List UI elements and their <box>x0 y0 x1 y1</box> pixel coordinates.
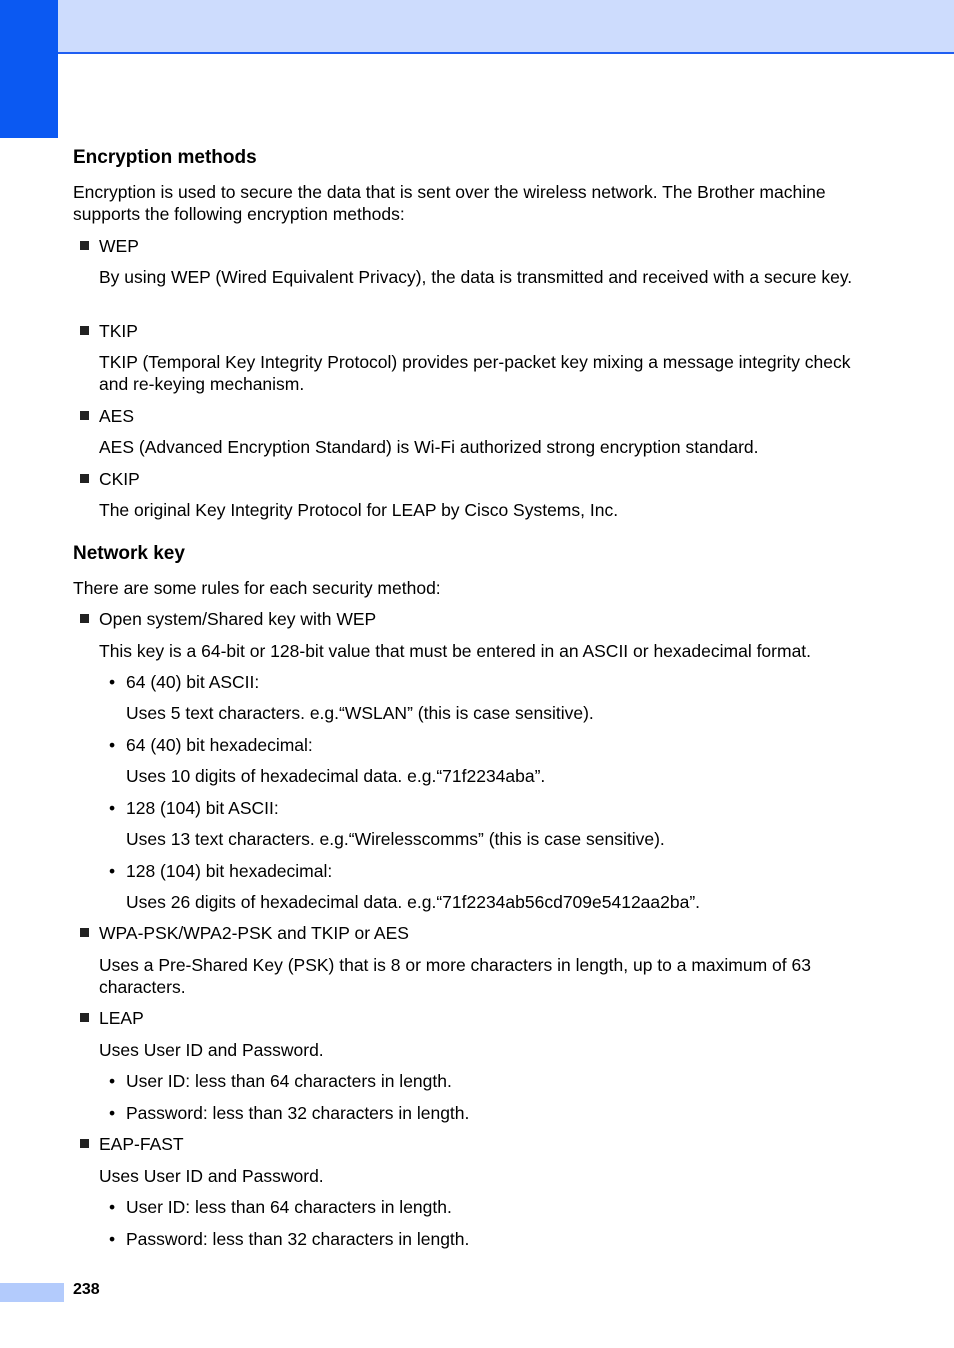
list-item-tkip: TKIP <box>80 320 138 342</box>
network-key-heading: Network key <box>73 543 185 564</box>
wep-key-description: This key is a 64-bit or 128-bit value that must be entered in an ASCII or hexadecimal format. <box>99 641 812 661</box>
dot-bullet-icon: • <box>109 735 116 755</box>
sub-item-64-ascii: • 64 (40) bit ASCII: <box>109 672 260 692</box>
list-item-wpa: WPA-PSK/WPA2-PSK and TKIP or AES <box>80 922 409 944</box>
square-bullet-icon <box>80 241 89 250</box>
list-item-leap: LEAP <box>80 1007 144 1029</box>
square-bullet-icon <box>80 1013 89 1022</box>
square-bullet-icon <box>80 614 89 623</box>
eap-fast-user-id-item: • User ID: less than 64 characters in length. <box>109 1197 452 1217</box>
leap-description: Uses User ID and Password. <box>99 1040 324 1060</box>
encryption-methods-heading: Encryption methods <box>73 147 257 168</box>
square-bullet-icon <box>80 1139 89 1148</box>
wpa-description: Uses a Pre-Shared Key (PSK) that is 8 or more characters in length, up to a maximum of 63 characters. <box>99 955 811 997</box>
wep-description: By using WEP (Wired Equivalent Privacy), the data is transmitted and received with a secure key. <box>99 267 853 287</box>
sub-desc-64-ascii: Uses 5 text characters. e.g.“WSLAN” (this is case sensitive). <box>126 703 594 723</box>
sub-item-64-hex: • 64 (40) bit hexadecimal: <box>109 735 313 755</box>
encryption-intro: Encryption is used to secure the data that is sent over the wireless network. The Brother machine supports the following encryption methods: <box>73 182 826 224</box>
square-bullet-icon <box>80 928 89 937</box>
dot-bullet-icon: • <box>109 1197 116 1217</box>
leap-user-id-item: • User ID: less than 64 characters in length. <box>109 1071 452 1091</box>
aes-description: AES (Advanced Encryption Standard) is Wi-Fi authorized strong encryption standard. <box>99 437 759 457</box>
network-key-intro: There are some rules for each security method: <box>73 578 441 598</box>
list-item-aes: AES <box>80 405 134 427</box>
sub-desc-128-hex: Uses 26 digits of hexadecimal data. e.g.“71f2234ab56cd709e5412aa2ba”. <box>126 892 701 912</box>
chapter-tab <box>0 0 58 138</box>
list-item-wep: WEP <box>80 235 139 257</box>
dot-bullet-icon: • <box>109 861 116 881</box>
tkip-description: TKIP (Temporal Key Integrity Protocol) provides per-packet key mixing a message integrity check and re-keying mechanism. <box>99 352 851 394</box>
dot-bullet-icon: • <box>109 1071 116 1091</box>
sub-desc-64-hex: Uses 10 digits of hexadecimal data. e.g.“71f2234aba”. <box>126 766 546 786</box>
dot-bullet-icon: • <box>109 1103 116 1123</box>
square-bullet-icon <box>80 474 89 483</box>
header-band <box>58 0 954 54</box>
square-bullet-icon <box>80 326 89 335</box>
dot-bullet-icon: • <box>109 672 116 692</box>
footer-band <box>0 1283 64 1302</box>
list-item-eap-fast: EAP-FAST <box>80 1133 184 1155</box>
sub-item-128-ascii: • 128 (104) bit ASCII: <box>109 798 279 818</box>
square-bullet-icon <box>80 411 89 420</box>
dot-bullet-icon: • <box>109 1229 116 1249</box>
list-item-wep-key: Open system/Shared key with WEP <box>80 608 376 630</box>
list-item-ckip: CKIP <box>80 468 140 490</box>
leap-password-item: • Password: less than 32 characters in length. <box>109 1103 470 1123</box>
eap-fast-description: Uses User ID and Password. <box>99 1166 324 1186</box>
dot-bullet-icon: • <box>109 798 116 818</box>
eap-fast-password-item: • Password: less than 32 characters in length. <box>109 1229 470 1249</box>
ckip-description: The original Key Integrity Protocol for LEAP by Cisco Systems, Inc. <box>99 500 619 520</box>
sub-item-128-hex: • 128 (104) bit hexadecimal: <box>109 861 333 881</box>
page-number: 238 <box>73 1281 100 1298</box>
sub-desc-128-ascii: Uses 13 text characters. e.g.“Wirelesscomms” (this is case sensitive). <box>126 829 665 849</box>
